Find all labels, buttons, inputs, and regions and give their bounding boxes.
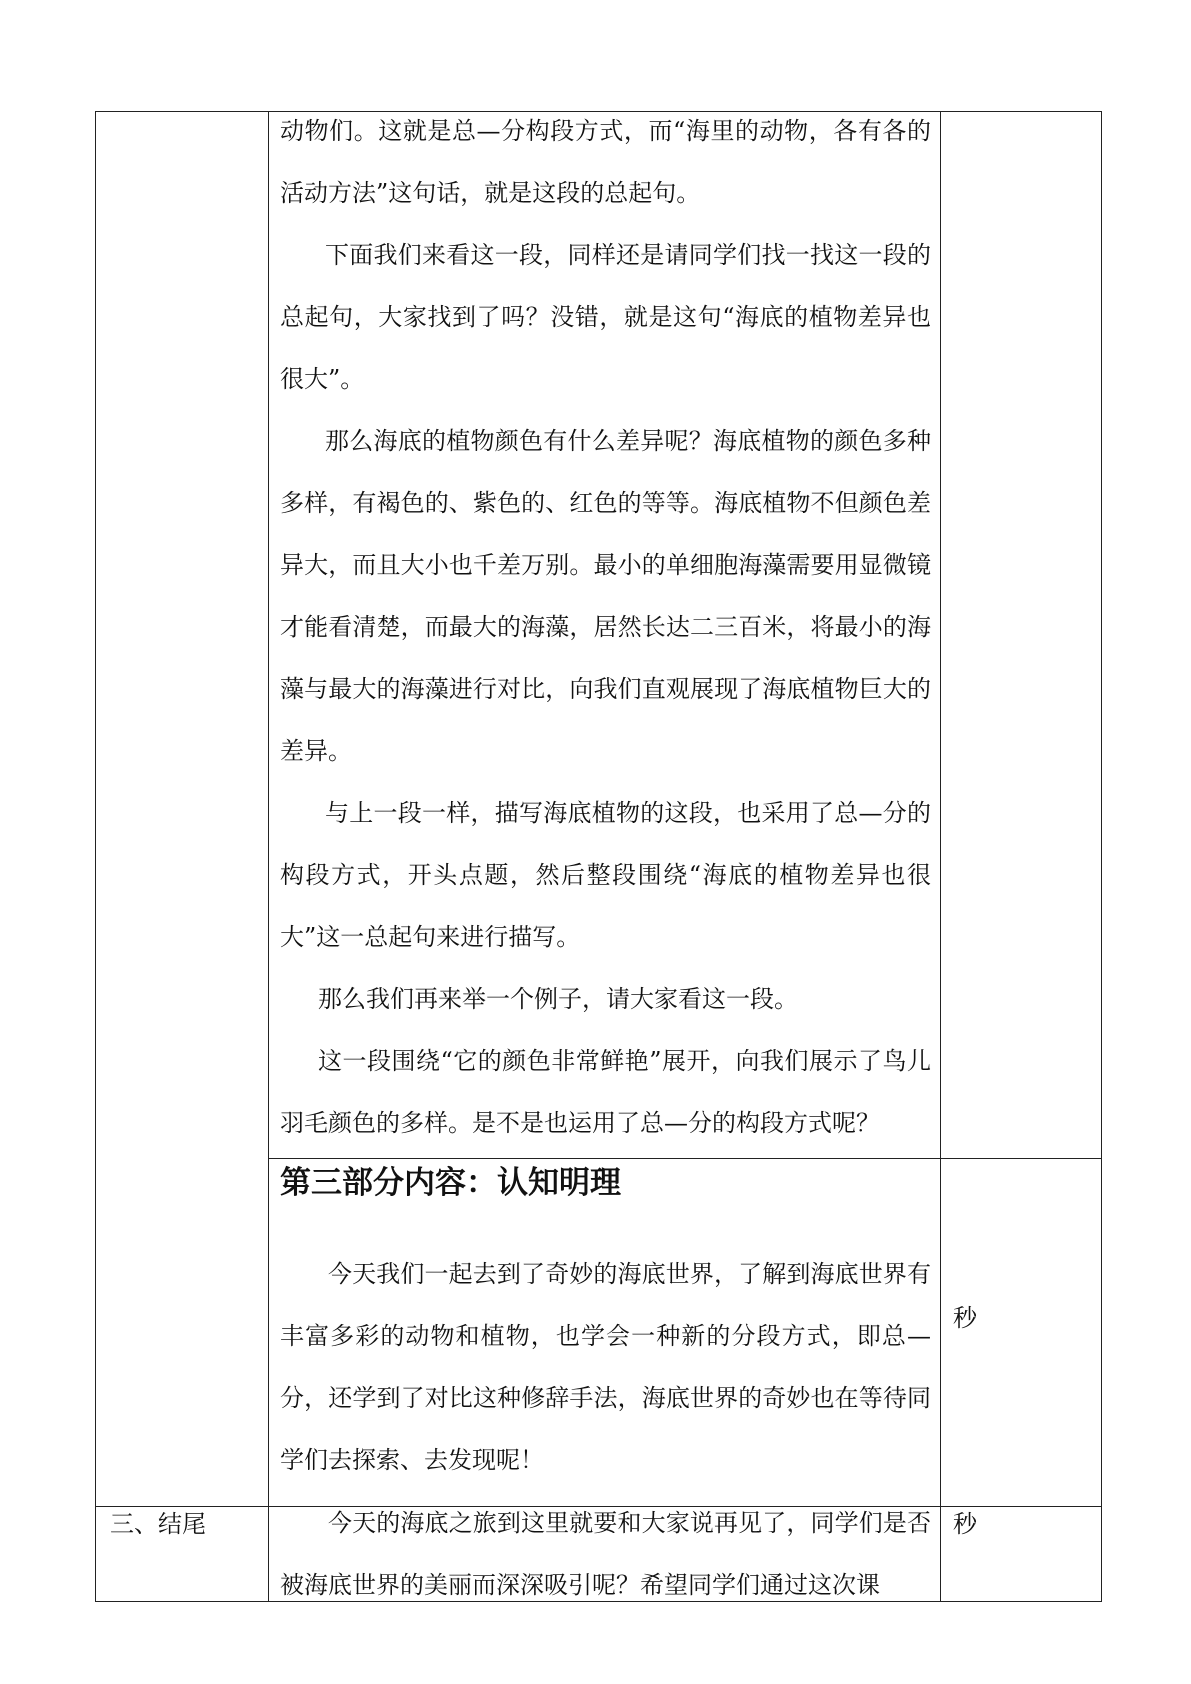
part3-heading: 第三部分内容：认知明理: [280, 1165, 621, 1201]
paragraph: 下面我们来看这一段，同样还是请同学们找一找这一段的总起句，大家找到了吗？没错，就是这句“海底的植物差异也很大”。: [280, 241, 931, 393]
column-divider-left: [268, 112, 269, 1602]
continued-text-cell: [280, 100, 931, 1154]
column-divider-right: [940, 112, 941, 1602]
ending-paragraph: 今天的海底之旅到这里就要和大家说再见了，同学们是否被海底世界的美丽而深深吸引呢？希望同学们通过这次课: [280, 1509, 931, 1599]
ending-text-cell: [280, 1492, 931, 1616]
paragraph: 那么我们再来举一个例子，请大家看这一段。: [318, 985, 798, 1013]
paragraph: 那么海底的植物颜色有什么差异呢？海底植物的颜色多种多样，有褐色的、紫色的、红色的等等。海底植物不但颜色差异大，而且大小也千差万别。最小的单细胞海藻需要用显微镜才能看清楚，而最大的海藻，居然长达二三百米，将最小的海藻与最大的海藻进行对比，向我们直观展现了海底植物巨大的差异。: [280, 427, 931, 765]
paragraph: 动物们。这就是总—分构段方式，而“海里的动物，各有各的活动方法”这句话，就是这段的总起句。: [280, 117, 931, 207]
part3-time-label: 秒: [953, 1304, 977, 1332]
paragraph: 与上一段一样，描写海底植物的这段，也采用了总—分的构段方式，开头点题，然后整段围绕“海底的植物差异也很大”这一总起句来进行描写。: [280, 799, 931, 951]
ending-time-label: 秒: [953, 1510, 977, 1538]
paragraph: 这一段围绕“它的颜色非常鲜艳”展开，向我们展示了鸟儿羽毛颜色的多样。是不是也运用了总—分的构段方式呢？: [280, 1047, 931, 1137]
ending-section-label: 三、结尾: [110, 1510, 206, 1538]
part3-text-cell: [280, 1243, 931, 1491]
row-divider-part3: [268, 1158, 1101, 1159]
part3-paragraph: 今天我们一起去到了奇妙的海底世界，了解到海底世界有丰富多彩的动物和植物，也学会一种新的分段方式，即总—分，还学到了对比这种修辞手法，海底世界的奇妙也在等待同学们去探索、去发现呢！: [280, 1260, 931, 1474]
